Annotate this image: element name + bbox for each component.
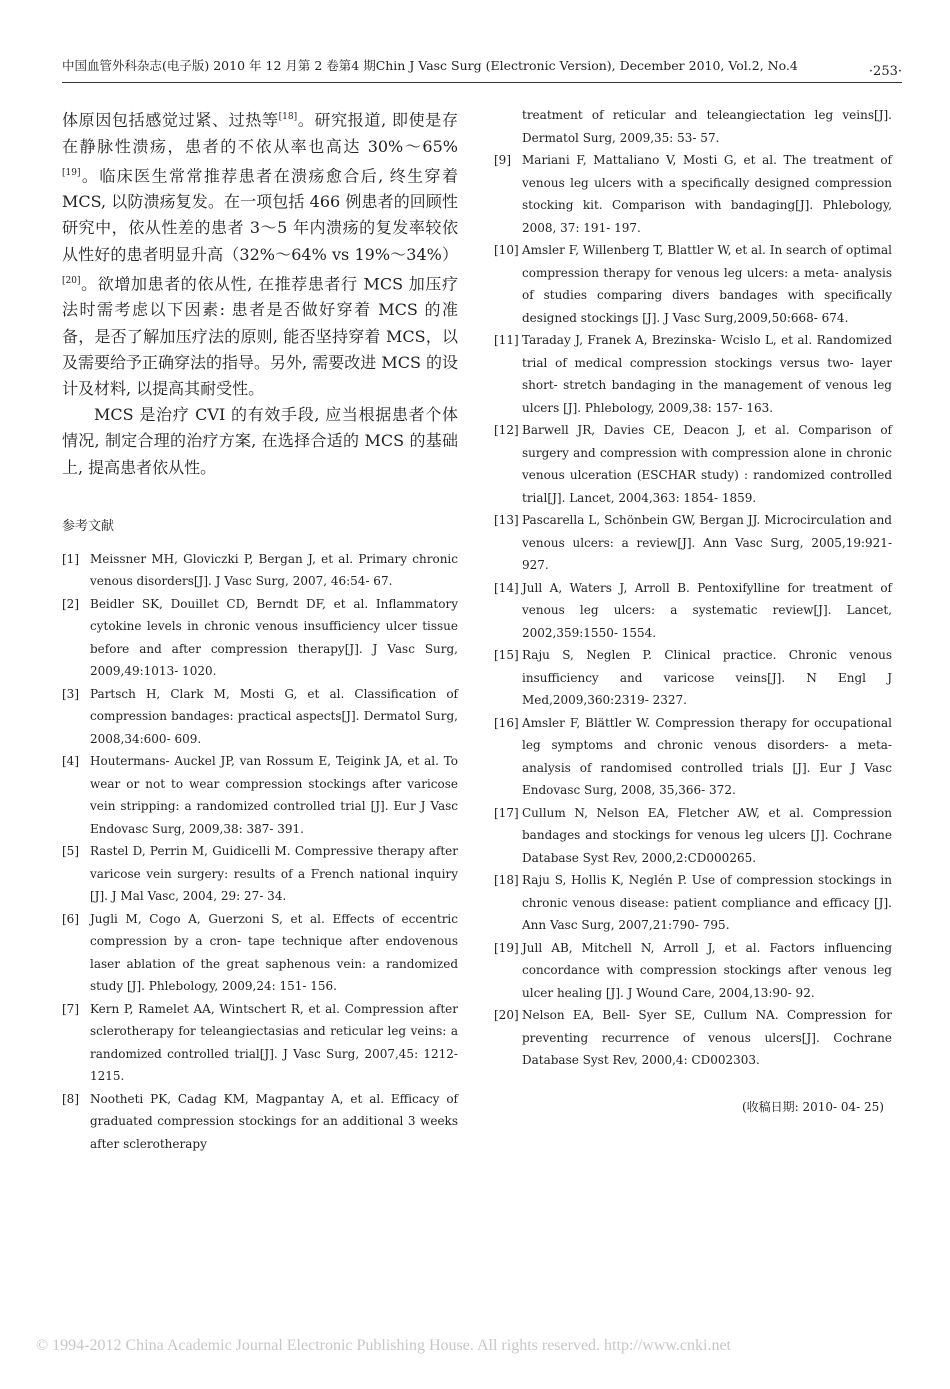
reference-text: Nootheti PK, Cadag KM, Magpantay A, et al. Efficacy of graduated compression stockings for an additional 3 weeks after sclerotherapy: [90, 1091, 458, 1151]
reference-number: [4]: [62, 754, 79, 769]
received-date: (收稿日期: 2010- 04- 25): [741, 1099, 884, 1114]
reference-number: [6]: [62, 911, 79, 926]
reference-text: Kern P, Ramelet AA, Wintschert R, et al. Compression after sclerotherapy for teleangiectasias and reticular leg veins: a randomized controlled trial[J]. J Vasc Surg, 2007,45: 1212- 1215.: [90, 1001, 458, 1084]
page-number: ·253·: [868, 64, 902, 79]
reference-text: Partsch H, Clark M, Mosti G, et al. Classification of compression bandages: practical aspects[J]. Dermatol Surg, 2008,34:600- 609.: [90, 686, 458, 746]
reference-text: Jull A, Waters J, Arroll B. Pentoxifylline for treatment of venous leg ulcers: a systematic review[J]. Lancet, 2002,359:1550- 1554.: [522, 580, 892, 640]
paragraph-text: 。研究报道, 即使是存在静脉性溃疡，患者的不依从率也高达 30%～65%: [62, 110, 458, 156]
reference-item: [62, 908, 458, 998]
reference-text: Meissner MH, Gloviczki P, Bergan J, et al. Primary chronic venous disorders[J]. J Vasc Surg, 2007, 46:54- 67.: [90, 551, 458, 589]
reference-item: [494, 239, 892, 329]
reference-text: Jugli M, Cogo A, Guerzoni S, et al. Effects of eccentric compression by a cron- tape technique after endovenous laser ablation of the great saphenous vein: a randomized study [J]. Phlebology, 2009,24: 151- 156.: [90, 911, 458, 994]
journal-citation-line: 中国血管外科杂志(电子版) 2010 年 12 月第 2 卷第4 期Chin J Vasc Surg (Electronic Version), December 2010, Vol.2, No.4: [62, 58, 798, 73]
reference-number: [12]: [494, 423, 519, 437]
reference-list-right: [494, 149, 892, 1072]
reference-text: Amsler F, Blättler W. Compression therapy for occupational leg symptoms and chronic venous disorders- a meta- analysis of randomised controlled trials [J]. Eur J Vasc Endovasc Surg, 2008, 35,366- 372.: [522, 715, 892, 797]
reference-number: [14]: [494, 580, 519, 595]
reference-item: [494, 712, 892, 802]
reference-item: [62, 1088, 458, 1156]
reference-number: [11]: [494, 333, 519, 347]
reference-number: [5]: [62, 844, 79, 859]
reference-number: [10]: [494, 243, 519, 257]
right-column: [494, 104, 892, 1115]
reference-item: [62, 683, 458, 751]
reference-number: [13]: [494, 513, 519, 527]
reference-number: [18]: [494, 873, 519, 887]
reference-number: [1]: [62, 551, 79, 566]
reference-text: Raju S, Hollis K, Neglén P. Use of compression stockings in chronic venous disease: patient compliance and efficacy [J]. Ann Vasc Surg, 2007,21:790- 795.: [522, 873, 892, 932]
reference-text: Pascarella L, Schönbein GW, Bergan JJ. Microcirculation and venous ulcers: a review[J]. Ann Vasc Surg, 2005,19:921- 927.: [522, 513, 892, 572]
reference-item: [494, 329, 892, 419]
reference-number: [16]: [494, 715, 519, 730]
reference-text: Raju S, Neglen P. Clinical practice. Chronic venous insufficiency and varicose veins[J]. N Engl J Med,2009,360:2319- 2327.: [522, 648, 892, 707]
reference-number: [8]: [62, 1091, 79, 1106]
body-paragraph-2: MCS 是治疗 CVI 的有效手段, 应当根据患者个体情况, 制定合理的治疗方案, 在选择合适的 MCS 的基础上, 提高患者依从性。: [62, 405, 458, 477]
reference-item: [494, 802, 892, 870]
reference-text: Jull AB, Mitchell N, Arroll J, et al. Factors influencing concordance with compression stockings after venous leg ulcer healing [J]. J Wound Care, 2004,13:90- 92.: [522, 940, 892, 1000]
reference-item: [62, 998, 458, 1088]
reference-item: [494, 869, 892, 937]
reference-text: Rastel D, Perrin M, Guidicelli M. Compressive therapy after varicose vein surgery: results of a French national inquiry [J]. J Mal Vasc, 2004, 29: 27- 34.: [90, 844, 458, 904]
citation: [19]: [62, 167, 81, 178]
reference-text: Amsler F, Willenberg T, Blattler W, et al. In search of optimal compression therapy for venous leg ulcers: a meta- analysis of studies comparing divers bandages with specifically designed stockings [J]. J Vasc Surg,2009,50:668- 674.: [522, 243, 892, 325]
reference-text: treatment of reticular and teleangiectation leg veins[J]. Dermatol Surg, 2009,35: 53- 57.: [522, 108, 892, 145]
reference-item: [62, 840, 458, 908]
reference-number: [3]: [62, 686, 79, 701]
reference-item: [494, 149, 892, 239]
body-paragraph-1: [62, 104, 458, 402]
reference-text: Barwell JR, Davies CE, Deacon J, et al. Comparison of surgery and compression with compression alone in chronic venous ulceration (ESCHAR study) : randomized controlled trial[J]. Lancet, 2004,363: 1854- 1859.: [522, 423, 892, 505]
reference-number: [17]: [494, 805, 519, 820]
copyright-footer: © 1994-2012 China Academic Journal Electronic Publishing House. All rights reserved. http://www.cnki.net: [36, 1337, 731, 1354]
running-header: [62, 56, 902, 83]
reference-text: Houtermans- Auckel JP, van Rossum E, Teigink JA, et al. To wear or not to wear compression stockings after varicose vein stripping: a randomized controlled trial [J]. Eur J Vasc Endovasc Surg, 2009,38: 387- 391.: [90, 754, 458, 836]
reference-number: [7]: [62, 1001, 79, 1016]
paragraph-text: 。欲增加患者的依从性, 在推荐患者行 MCS 加压疗法时需考虑以下因素: 患者是否做好穿着 MCS 的准备，是否了解加压疗法的原则, 能否坚持穿着 MCS，以及需要给予正确穿法的指导。另外, 需要改进 MCS 的设计及材料, 以提高其耐受性。: [62, 274, 458, 399]
reference-item: [62, 593, 458, 683]
reference-text: Cullum N, Nelson EA, Fletcher AW, et al. Compression bandages and stockings for venous leg ulcers [J]. Cochrane Database Syst Rev, 2000,2:CD000265.: [522, 805, 892, 865]
reference-item: [62, 750, 458, 840]
reference-item: [494, 509, 892, 577]
citation: [20]: [62, 275, 81, 286]
left-column: [62, 104, 458, 1155]
reference-number: [2]: [62, 596, 79, 611]
reference-item: [494, 644, 892, 712]
reference-text: Beidler SK, Douillet CD, Berndt DF, et al. Inflammatory cytokine levels in chronic venous insufficiency ulcer tissue before and after compression therapy[J]. J Vasc Surg, 2009,49:1013- 1020.: [90, 596, 458, 679]
reference-item: [494, 577, 892, 645]
reference-list-left: [62, 548, 458, 1156]
reference-item: [494, 419, 892, 509]
reference-text: Nelson EA, Bell- Syer SE, Cullum NA. Compression for preventing recurrence of venous ulcers[J]. Cochrane Database Syst Rev, 2000,4: CD002303.: [522, 1008, 892, 1067]
reference-item: [494, 1004, 892, 1072]
reference-number: [9]: [494, 153, 511, 167]
paragraph-text: 。临床医生常常推荐患者在溃疡愈合后, 终生穿着 MCS, 以防溃疡复发。在一项包括 466 例患者的回顾性研究中，依从性差的患者 3～5 年内溃疡的复发率较依从性好的患者明显升高（32%～64% vs 19%～34%）: [62, 166, 458, 264]
citation: [18]: [278, 112, 298, 122]
reference-text: Mariani F, Mattaliano V, Mosti G, et al. The treatment of venous leg ulcers with a specifically designed compression stocking kit. Comparison with bandaging[J]. Phlebology, 2008, 37: 191- 197.: [522, 153, 892, 235]
reference-number: [19]: [494, 940, 519, 955]
references-heading: 参考文献: [62, 518, 115, 534]
reference-text: Taraday J, Franek A, Brezinska- Wcislo L, et al. Randomized trial of medical compression stockings versus two- layer short- stretch bandaging in the management of venous leg ulcers [J]. Phlebology, 2009,38: 157- 163.: [522, 333, 892, 415]
paragraph-text: 体原因包括感觉过紧、过热等: [62, 110, 279, 130]
reference-number: [20]: [494, 1008, 519, 1022]
reference-continuation: [494, 104, 892, 149]
reference-item: [494, 937, 892, 1005]
reference-item: [62, 548, 458, 593]
reference-number: [15]: [494, 648, 519, 662]
